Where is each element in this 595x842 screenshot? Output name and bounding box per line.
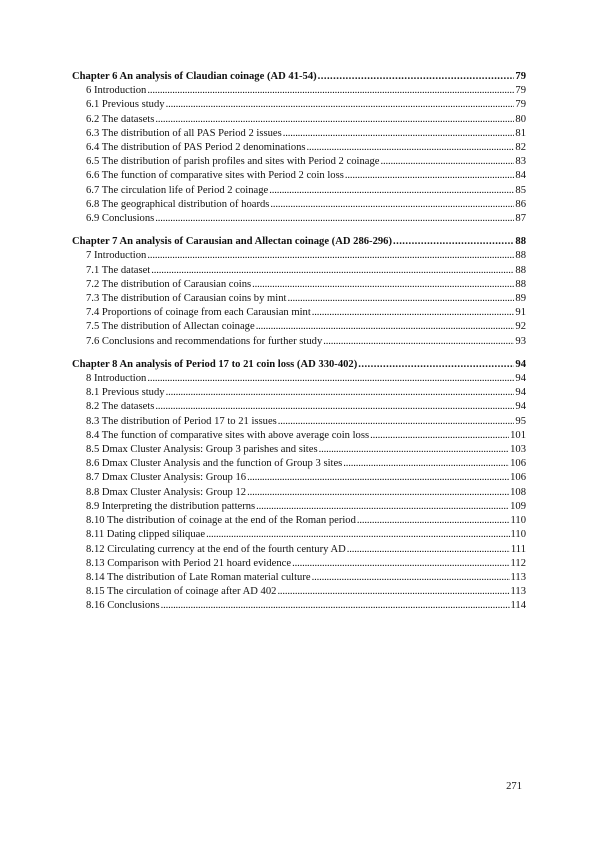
entry-page: 84 <box>515 170 526 182</box>
dot-leader <box>345 169 515 183</box>
toc-entry[interactable] <box>72 372 526 386</box>
dot-leader <box>370 429 509 443</box>
dot-leader <box>147 84 514 98</box>
entry-title: 7.4 Proportions of coinage from each Carausian mint <box>86 307 311 319</box>
dot-leader <box>319 443 510 457</box>
entry-page: 101 <box>510 429 526 441</box>
chapter-page: 79 <box>515 71 526 82</box>
entry-page: 108 <box>510 486 526 498</box>
dot-leader <box>343 457 509 471</box>
entry-page: 94 <box>515 373 526 385</box>
entry-title: 6.1 Previous study <box>86 99 165 111</box>
entry-page: 113 <box>510 571 526 583</box>
toc-entry[interactable] <box>72 585 526 599</box>
entry-page: 88 <box>515 264 526 276</box>
entry-page: 109 <box>510 500 526 512</box>
toc-entry[interactable] <box>72 141 526 155</box>
entry-page: 87 <box>515 213 526 225</box>
dot-leader <box>147 249 514 263</box>
toc-entry[interactable] <box>72 306 526 320</box>
toc-entry[interactable] <box>72 599 526 613</box>
dot-leader <box>287 292 514 306</box>
toc-chapter-heading[interactable] <box>72 358 526 372</box>
toc-entry[interactable] <box>72 155 526 169</box>
toc-entry[interactable] <box>72 429 526 443</box>
entry-page: 80 <box>515 113 526 125</box>
dot-leader <box>278 415 515 429</box>
entry-title: 6.9 Conclusions <box>86 213 155 225</box>
toc-entry[interactable] <box>72 184 526 198</box>
toc-entry[interactable] <box>72 571 526 585</box>
entry-page: 114 <box>510 600 526 612</box>
entry-page: 92 <box>515 321 526 333</box>
toc-chapter <box>72 70 526 226</box>
page-number: 271 <box>506 781 522 792</box>
toc-entry[interactable] <box>72 198 526 212</box>
dot-leader <box>358 358 514 372</box>
entry-title: 7.5 The distribution of Allectan coinage <box>86 321 255 333</box>
entry-title: 8.8 Dmax Cluster Analysis: Group 12 <box>86 486 247 498</box>
entry-title: 8.5 Dmax Cluster Analysis: Group 3 parishes and sites <box>86 444 318 456</box>
dot-leader <box>292 557 509 571</box>
entry-page: 95 <box>515 415 526 427</box>
entry-title: 8.14 The distribution of Late Roman material culture <box>86 571 311 583</box>
toc-entry[interactable] <box>72 335 526 349</box>
toc-entry[interactable] <box>72 471 526 485</box>
entry-title: 8.10 The distribution of coinage at the end of the Roman period <box>86 515 356 527</box>
toc-chapter-heading[interactable] <box>72 235 526 249</box>
toc-chapter <box>72 235 526 349</box>
entry-page: 94 <box>515 387 526 399</box>
entry-page: 83 <box>515 156 526 168</box>
dot-leader <box>277 585 509 599</box>
toc-chapter-heading[interactable] <box>72 70 526 84</box>
toc-entry[interactable] <box>72 500 526 514</box>
entry-title: 8.6 Dmax Cluster Analysis and the function of Group 3 sites <box>86 458 343 470</box>
toc-entry[interactable] <box>72 514 526 528</box>
entry-page: 113 <box>510 586 526 598</box>
entry-page: 106 <box>510 458 526 470</box>
entry-page: 93 <box>515 335 526 347</box>
entry-page: 79 <box>515 85 526 97</box>
dot-leader <box>151 264 514 278</box>
dot-leader <box>312 571 510 585</box>
chapter-page: 88 <box>515 236 526 248</box>
toc-entry[interactable] <box>72 400 526 414</box>
dot-leader <box>147 372 514 386</box>
toc-entry[interactable] <box>72 543 526 557</box>
entry-title: 6.4 The distribution of PAS Period 2 denominations <box>86 142 306 154</box>
entry-page: 89 <box>515 293 526 305</box>
entry-page: 82 <box>515 142 526 154</box>
dot-leader <box>155 400 514 414</box>
entry-title: 7.2 The distribution of Carausian coins <box>86 278 252 290</box>
entry-page: 88 <box>515 250 526 262</box>
entry-title: 8.16 Conclusions <box>86 600 160 612</box>
toc-entry[interactable] <box>72 292 526 306</box>
chapter-title: Chapter 7 An analysis of Carausian and Allectan coinage (AD 286-296) <box>72 236 392 248</box>
dot-leader <box>323 335 514 349</box>
table-of-contents <box>72 70 526 614</box>
chapter-title: Chapter 8 An analysis of Period 17 to 21 coin loss (AD 330-402) <box>72 358 358 370</box>
toc-entry[interactable] <box>72 528 526 542</box>
dot-leader <box>206 528 509 542</box>
entry-page: 112 <box>510 557 526 569</box>
entry-page: 103 <box>510 444 526 456</box>
dot-leader <box>247 471 509 485</box>
dot-leader <box>161 599 510 613</box>
entry-page: 81 <box>515 127 526 139</box>
toc-entry[interactable] <box>72 415 526 429</box>
entry-page: 79 <box>515 99 526 111</box>
entry-title: 8.13 Comparison with Period 21 hoard evidence <box>86 557 292 569</box>
entry-title: 6 Introduction <box>86 85 147 97</box>
entry-title: 7 Introduction <box>86 250 147 262</box>
dot-leader <box>270 198 514 212</box>
dot-leader <box>307 141 515 155</box>
dot-leader <box>256 320 515 334</box>
entry-title: 8.1 Previous study <box>86 387 165 399</box>
entry-page: 106 <box>510 472 526 484</box>
toc-chapter <box>72 358 526 614</box>
entry-page: 110 <box>510 515 526 527</box>
entry-title: 8.11 Dating clipped siliquae <box>86 529 206 541</box>
dot-leader <box>252 278 514 292</box>
chapter-title: Chapter 6 An analysis of Claudian coinage (AD 41-54) <box>72 71 317 82</box>
dot-leader <box>283 127 515 141</box>
entry-title: 8.15 The circulation of coinage after AD 402 <box>86 586 277 598</box>
dot-leader <box>155 212 514 226</box>
dot-leader <box>155 113 514 127</box>
entry-page: 111 <box>510 543 526 555</box>
dot-leader <box>347 543 510 557</box>
entry-page: 88 <box>515 278 526 290</box>
toc-entry[interactable] <box>72 98 526 112</box>
toc-entry[interactable] <box>72 169 526 183</box>
entry-title: 6.6 The function of comparative sites with Period 2 coin loss <box>86 170 344 182</box>
chapter-page: 94 <box>515 358 526 370</box>
entry-title: 6.8 The geographical distribution of hoards <box>86 198 270 210</box>
entry-title: 6.7 The circulation life of Period 2 coinage <box>86 184 269 196</box>
toc-entry[interactable] <box>72 320 526 334</box>
entry-page: 85 <box>515 184 526 196</box>
entry-title: 8.9 Interpreting the distribution patterns <box>86 500 256 512</box>
entry-title: 8.3 The distribution of Period 17 to 21 issues <box>86 415 277 427</box>
entry-title: 7.3 The distribution of Carausian coins by mint <box>86 293 287 305</box>
entry-page: 94 <box>515 401 526 413</box>
toc-entry[interactable] <box>72 249 526 263</box>
entry-title: 7.1 The dataset <box>86 264 151 276</box>
entry-title: 8 Introduction <box>86 373 147 385</box>
toc-entry[interactable] <box>72 278 526 292</box>
toc-entry[interactable] <box>72 457 526 471</box>
entry-title: 8.7 Dmax Cluster Analysis: Group 16 <box>86 472 247 484</box>
toc-entry[interactable] <box>72 212 526 226</box>
entry-page: 91 <box>515 307 526 319</box>
toc-entry[interactable] <box>72 127 526 141</box>
dot-leader <box>166 386 515 400</box>
toc-entry[interactable] <box>72 113 526 127</box>
entry-title: 8.12 Circulating currency at the end of the fourth century AD <box>86 543 346 555</box>
dot-leader <box>393 235 514 249</box>
dot-leader <box>357 514 510 528</box>
toc-entry[interactable] <box>72 443 526 457</box>
entry-title: 8.2 The datasets <box>86 401 155 413</box>
entry-title: 7.6 Conclusions and recommendations for further study <box>86 335 323 347</box>
dot-leader <box>312 306 515 320</box>
toc-entry[interactable] <box>72 386 526 400</box>
dot-leader <box>166 98 515 112</box>
entry-page: 86 <box>515 198 526 210</box>
toc-entry[interactable] <box>72 486 526 500</box>
toc-entry[interactable] <box>72 557 526 571</box>
entry-title: 6.5 The distribution of parish profiles and sites with Period 2 coinage <box>86 156 380 168</box>
entry-title: 6.2 The datasets <box>86 113 155 125</box>
dot-leader <box>269 184 514 198</box>
toc-entry[interactable] <box>72 264 526 278</box>
dot-leader <box>247 486 509 500</box>
dot-leader <box>380 155 514 169</box>
dot-leader <box>256 500 509 514</box>
entry-title: 8.4 The function of comparative sites with above average coin loss <box>86 429 370 441</box>
entry-title: 6.3 The distribution of all PAS Period 2 issues <box>86 127 282 139</box>
dot-leader <box>318 70 515 84</box>
entry-page: 110 <box>510 529 526 541</box>
toc-entry[interactable] <box>72 84 526 98</box>
